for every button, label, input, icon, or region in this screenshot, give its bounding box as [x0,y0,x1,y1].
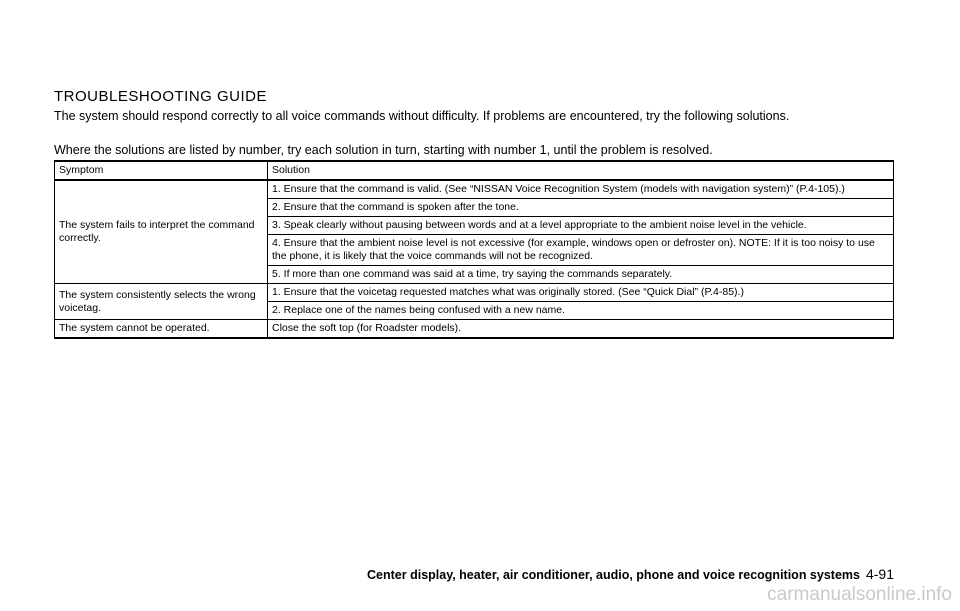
table-row [55,320,894,339]
solution-cell: 1. Ensure that the command is valid. (See “NISSAN Voice Recognition System (models with navigation system)” (P.4-105).) [268,180,894,199]
page-number: 4-91 [865,566,894,582]
table-row [55,180,894,199]
instruction-paragraph: Where the solutions are listed by number, try each solution in turn, starting with number 1, until the problem is resolved. [54,143,713,157]
solution-cell: 3. Speak clearly without pausing between words and at a level appropriate to the ambient noise level in the vehicle. [268,217,894,235]
intro-paragraph: The system should respond correctly to all voice commands without difficulty. If problems are encountered, try the following solutions. [54,109,790,123]
table-row [55,284,894,302]
solution-cell: 1. Ensure that the voicetag requested matches what was originally stored. (See “Quick Dial” (P.4-85).) [268,284,894,302]
solution-cell: 2. Replace one of the names being confused with a new name. [268,302,894,320]
section-heading: TROUBLESHOOTING GUIDE [54,88,268,105]
table-header-row [55,161,894,180]
solution-cell: 2. Ensure that the command is spoken after the tone. [268,199,894,217]
watermark: carmanualsonline.info [767,584,952,605]
solution-cell: 5. If more than one command was said at a time, try saying the commands separately. [268,266,894,284]
column-header-solution: Solution [268,161,894,180]
symptom-cell: The system cannot be operated. [55,320,268,339]
symptom-cell: The system consistently selects the wrong voicetag. [55,284,268,320]
troubleshooting-table [54,160,894,339]
solution-cell: Close the soft top (for Roadster models). [268,320,894,339]
solution-cell: 4. Ensure that the ambient noise level is not excessive (for example, windows open or defroster on). NOTE: If it is too noisy to use the phone, it is likely that the voice commands will not be recognized. [268,235,894,266]
page-footer [367,566,894,582]
footer-section-title: Center display, heater, air conditioner, audio, phone and voice recognition systems [367,568,860,582]
column-header-symptom: Symptom [55,161,268,180]
symptom-cell: The system fails to interpret the command correctly. [55,180,268,284]
